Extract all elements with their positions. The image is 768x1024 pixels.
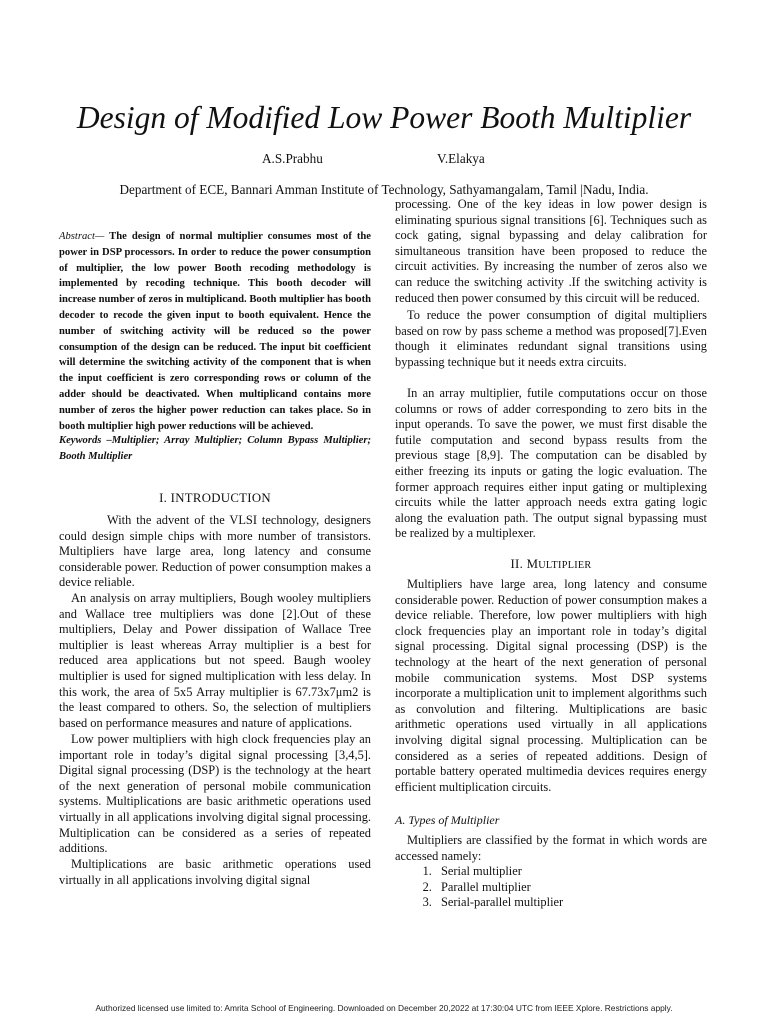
abstract xyxy=(59,229,371,434)
section-heading xyxy=(395,557,707,574)
author-name: A.S.Prabhu xyxy=(262,151,323,166)
paragraph: Low power multipliers with high clock frequencies play an important role in today’s digital signal processing [3,4,5]. Digital signal processing (DSP) is the technology at the heart of the next generation of personal mobile communication systems. Multiplications are basic arithmetic operations used virtually in all applications involving digital signal processing. Multiplication can be considered as a series of repeated additions. xyxy=(59,732,371,856)
author-name: V.Elakya xyxy=(437,151,485,166)
list-item: 3. Serial-parallel multiplier xyxy=(435,895,735,911)
paragraph: processing. One of the key ideas in low power design is eliminating spurious signal transitions [6]. Techniques such as cock gating, signal bypassing and delay calibration for simultaneous transition have been proposed to reduce the circuit activities. By increasing the number of zeros also we can reduce the switching activity .If the switching activity is reduced then power consumed by this circuit will be reduced. xyxy=(395,197,707,305)
list-item: 2. Parallel multiplier xyxy=(435,880,735,896)
paragraph: In an array multiplier, futile computations occur on those columns or rows of adder corresponding to zero bits in the input operands. To save the power, we must first disable the futile computation and second bypass results from the previous stage [8,9]. The computation can be disabled by either freezing its inputs or gating the logic evaluation. The former approach requires either input gating or multiplexing circuits while the latter approach needs extra gating logic along the evaluation path. The output signal bypassing must be realized by a multiplexer. xyxy=(395,386,707,541)
multiplier-types-list xyxy=(395,864,735,911)
paragraph: Multiplications are basic arithmetic operations used virtually in all applications involving digital signal xyxy=(59,857,371,887)
list-item: 1. Serial multiplier xyxy=(435,864,735,880)
abstract-text: The design of normal multiplier consumes most of the power in DSP processors. In order to reduce the power consumption of multiplier, the low power Booth recoding methodology is implemented by recoding technique. This booth decoder will increase number of zeros in multiplicand. Booth multiplier has booth decoder to recode the given input to booth equivalent. Hence the number of switching activity will be reduced so the power consumption of the design can be reduced. The input bit coefficient will determine the switching activity of the component that is when the input coefficient is zero corresponding rows or column of the adder should be deactivated. When multiplicand contains more number of zeros the higher power reduction can takes place. So in booth multiplier high power reductions will be achieved. xyxy=(59,231,371,432)
section-heading: I. INTRODUCTION xyxy=(159,491,271,505)
section-number: II. M xyxy=(510,557,539,571)
subsection-heading: A. Types of Multiplier xyxy=(395,813,500,827)
keywords: Keywords –Multiplier; Array Multiplier; Column Bypass Multiplier; Booth Multiplier xyxy=(59,435,371,462)
section-title-smallcaps: ULTIPLIER xyxy=(538,560,592,571)
paragraph: To reduce the power consumption of digital multipliers based on row by pass scheme a method was proposed[7].Even though it eliminates redundant signal transitions using bypassing technique but it needs extra circuits. xyxy=(395,308,707,369)
paragraph: Multipliers have large area, long latency and consume considerable power. Reduction of power consumption makes a device reliable. Therefore, low power multipliers with high clock frequencies play an important role in today’s digital signal processing. Digital signal processing (DSP) is the technology at the heart of the next generation of personal mobile communication systems. Most DSP systems incorporate a multiplication unit to implement algorithms such as convolution and filtering. Multiplications are basic arithmetic operations used virtually in all applications involving digital signal processing. Multiplication can be considered as a series of repeated additions. Design of portable battery operated multimedia devices requires energy efficient multiplication circuits. xyxy=(395,577,707,794)
license-footer: Authorized licensed use limited to: Amrita School of Engineering. Downloaded on December 20,2022 at 17:30:04 UTC from IEEE Xplore. Restrictions apply. xyxy=(95,1003,673,1013)
abstract-label: Abstract— xyxy=(59,231,105,242)
paragraph: With the advent of the VLSI technology, designers could design simple chips with more number of transistors. Multipliers have large area, long latency and consume considerable power. Reduction of power consumption makes a device reliable. xyxy=(59,513,371,590)
paragraph: An analysis on array multipliers, Bough wooley multipliers and Wallace tree multipliers was done [2].Out of these multipliers, Delay and Power dissipation of Wallace Tree multiplier is least whereas Array multiplier is a best for reduced area applications but not speed. Baugh wooley multiplier is used for signed multiplication with less delay. In this work, the area of 5x5 Array multiplier is 67.73x7μm2 is the least compared to others. So, the selection of multipliers based on performance measures and nature of applications. xyxy=(59,591,371,730)
paragraph: Multipliers are classified by the format in which words are accessed namely: xyxy=(395,833,707,863)
paper-title: Design of Modified Low Power Booth Multiplier xyxy=(76,100,692,135)
affiliation: Department of ECE, Bannari Amman Institute of Technology, Sathyamangalam, Tamil |Nadu, India. xyxy=(119,182,649,197)
